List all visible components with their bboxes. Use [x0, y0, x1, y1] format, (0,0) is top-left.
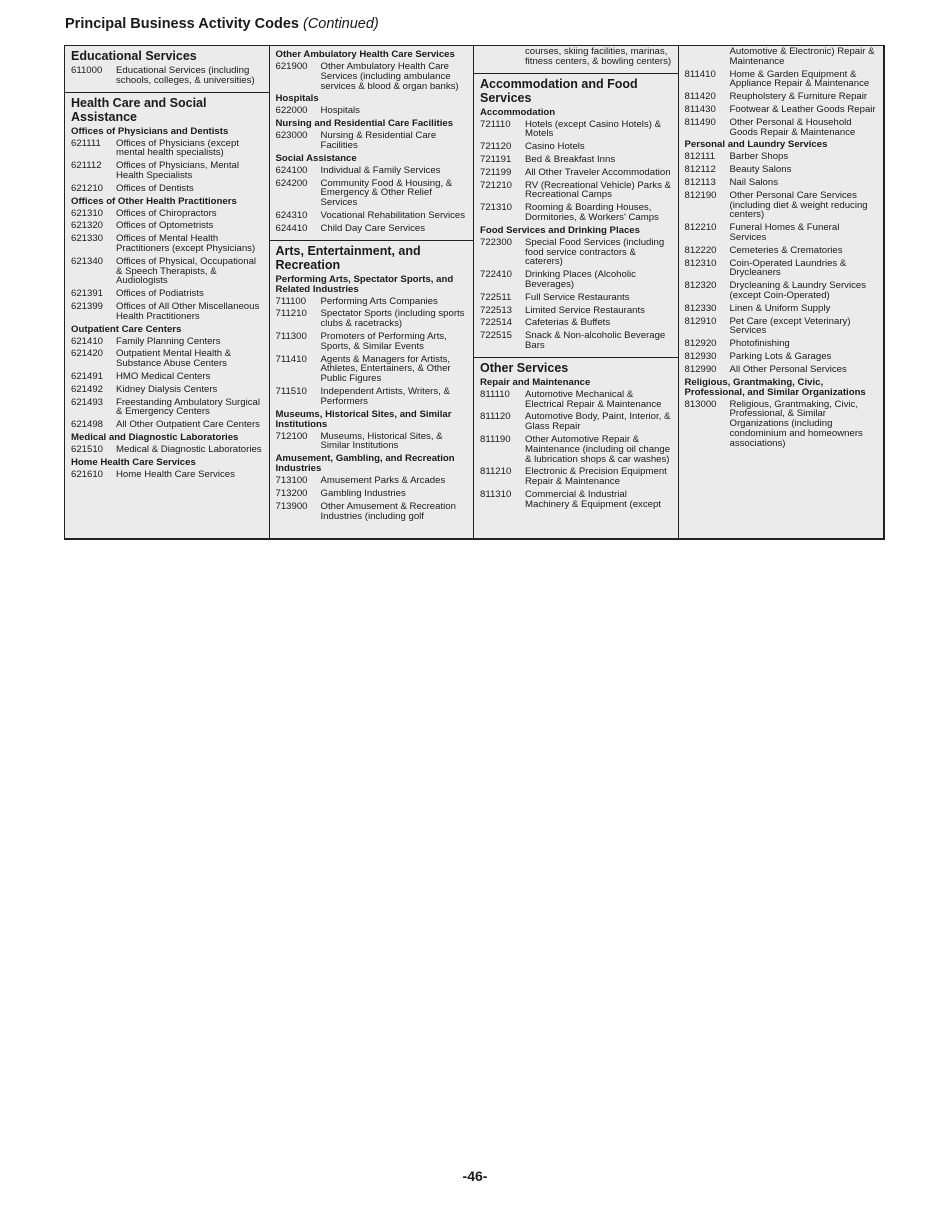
- activity-description: Offices of Chiropractors: [116, 207, 217, 219]
- code-entry: [685, 339, 878, 349]
- code-entry: [276, 179, 468, 208]
- code-entry: [480, 435, 672, 464]
- code-entry: [685, 70, 878, 90]
- activity-code: 722300: [480, 236, 513, 248]
- subsection-title: Repair and Maintenance: [480, 376, 591, 388]
- code-entry: [276, 489, 468, 499]
- activity-description: Independent Artists, Writers, & Performers: [320, 385, 450, 407]
- code-entry: [276, 309, 468, 329]
- activity-code: 713900: [275, 500, 308, 512]
- activity-code: 811430: [684, 103, 716, 115]
- code-entry: [71, 337, 263, 347]
- subsection-title: Museums, Historical Sites, and Similar Institutions: [275, 408, 452, 430]
- activity-code: 722514: [480, 317, 513, 329]
- activity-code: 812220: [684, 244, 717, 256]
- activity-description: Outpatient Mental Health & Substance Abuse Centers: [116, 348, 232, 370]
- activity-description: Museums, Historical Sites, & Similar Institutions: [320, 430, 443, 452]
- subsection-title: Religious, Grantmaking, Civic, Professional, and Similar Organizations: [684, 376, 866, 398]
- code-entry: [71, 209, 263, 219]
- subsection-title: Accommodation: [480, 106, 556, 118]
- activity-code: 812210: [684, 222, 717, 234]
- activity-description: Vocational Rehabilitation Services: [320, 209, 466, 221]
- activity-code: 621492: [71, 383, 104, 395]
- activity-code: 812111: [684, 151, 716, 163]
- activity-description: Offices of Podiatrists: [116, 288, 204, 300]
- code-entry: [71, 221, 263, 231]
- activity-code: 722410: [480, 269, 513, 281]
- activity-code: 721191: [480, 153, 512, 165]
- code-entry: [480, 155, 672, 165]
- activity-description: Beauty Salons: [729, 164, 792, 176]
- activity-description: Footwear & Leather Goods Repair: [729, 103, 876, 115]
- activity-code: 721310: [480, 202, 513, 214]
- code-entry: [71, 398, 263, 418]
- activity-description: Amusement Parks & Arcades: [320, 475, 446, 487]
- subsection-title: Nursing and Residential Care Facilities: [275, 118, 454, 130]
- code-entry: [276, 106, 468, 116]
- code-entry: [685, 365, 878, 375]
- activity-code: [685, 47, 730, 67]
- code-entry: [685, 118, 878, 138]
- activity-description: Spectator Sports (including sports clubs & racetracks): [320, 308, 465, 330]
- activity-description: Freestanding Ambulatory Surgical & Emergency Centers: [116, 396, 260, 418]
- activity-description: Linen & Uniform Supply: [729, 302, 831, 314]
- subsection-title: Medical and Diagnostic Laboratories: [71, 431, 239, 443]
- activity-code: 812910: [684, 315, 717, 327]
- section-title: Accommodation and Food Services: [480, 76, 638, 105]
- activity-description: Offices of Optometrists: [116, 220, 214, 232]
- code-entry: [480, 390, 672, 410]
- activity-code: 811190: [480, 433, 511, 445]
- activity-code: 621112: [71, 160, 102, 172]
- code-entry: [276, 131, 468, 151]
- code-entry: [685, 304, 878, 314]
- activity-code: 812990: [684, 363, 717, 375]
- activity-description: Parking Lots & Garages: [729, 350, 832, 362]
- activity-code: 624100: [275, 164, 308, 176]
- activity-description: Gambling Industries: [320, 487, 406, 499]
- activity-description: Religious, Grantmaking, Civic, Professional, & Similar Organizations (including condominium and homeowners associations): [729, 398, 863, 449]
- table-column: [270, 46, 475, 538]
- code-entry: [276, 355, 468, 384]
- section-title: Arts, Entertainment, and Recreation: [275, 243, 421, 272]
- activity-description: Bed & Breakfast Inns: [525, 153, 616, 165]
- code-entry: [685, 281, 878, 301]
- activity-description: Offices of Physicians (except mental health specialists): [116, 137, 239, 159]
- activity-description: Special Food Services (including food service contractors & caterers): [525, 236, 665, 268]
- industry-section: [474, 357, 678, 516]
- activity-code: 712100: [275, 430, 308, 442]
- activity-code: 623000: [275, 130, 308, 142]
- code-entry: [276, 387, 468, 407]
- code-entry: [480, 306, 672, 316]
- activity-code: 812112: [684, 164, 716, 176]
- activity-description: Limited Service Restaurants: [525, 304, 645, 316]
- code-entry: [685, 152, 878, 162]
- subsection-title: Offices of Physicians and Dentists: [71, 125, 229, 137]
- code-entry: [685, 191, 878, 220]
- code-entry: [480, 203, 672, 223]
- activity-code: 622000: [275, 105, 308, 117]
- code-entry: [71, 302, 263, 322]
- activity-code: 611000: [71, 65, 103, 76]
- subsection-title: Home Health Care Services: [71, 456, 196, 468]
- code-entry: [276, 297, 468, 307]
- activity-description: Other Personal Care Services (including diet & weight reducing centers): [729, 189, 868, 221]
- activity-code: 812930: [684, 350, 717, 362]
- activity-description: Offices of Mental Health Practitioners (except Physicians): [116, 233, 256, 254]
- activity-code: 721120: [480, 141, 512, 153]
- industry-section: [270, 46, 474, 240]
- activity-code: 621610: [71, 468, 104, 480]
- subsection-title: Food Services and Drinking Places: [480, 224, 640, 236]
- activity-code: 621900: [275, 61, 308, 72]
- activity-code: 811210: [480, 466, 512, 478]
- activity-description: Family Planning Centers: [116, 335, 221, 347]
- subsection-title: Personal and Laundry Services: [684, 139, 828, 151]
- activity-code: 621111: [71, 137, 101, 149]
- activity-description: Other Personal & Household Goods Repair & Maintenance: [729, 116, 856, 138]
- code-entry: [276, 166, 468, 176]
- activity-description: Child Day Care Services: [320, 222, 426, 234]
- activity-code: 621399: [71, 300, 104, 312]
- activity-code: 721199: [480, 166, 512, 178]
- activity-description: All Other Outpatient Care Centers: [116, 419, 260, 431]
- activity-description: Funeral Homes & Funeral Services: [729, 222, 840, 243]
- activity-code: 721110: [480, 118, 511, 130]
- activity-code: 811420: [684, 91, 716, 103]
- activity-code: 621498: [71, 419, 104, 431]
- code-entry: [685, 352, 878, 362]
- subsection-title: Amusement, Gambling, and Recreation Industries: [275, 453, 455, 475]
- page-title-text: Principal Business Activity Codes: [65, 16, 299, 32]
- activity-code: 721210: [480, 179, 513, 191]
- code-entry: [71, 66, 263, 86]
- section-title: Educational Services: [71, 49, 197, 63]
- activity-description: Other Amusement & Recreation Industries (including golf: [320, 500, 456, 522]
- code-entry: [71, 349, 263, 369]
- activity-code: 624310: [275, 209, 308, 221]
- code-entry: [276, 476, 468, 486]
- industry-section: [474, 46, 678, 73]
- activity-description: Offices of All Other Miscellaneous Health Practitioners: [116, 300, 260, 322]
- activity-code: 713100: [275, 475, 308, 487]
- activity-code: 813000: [684, 398, 717, 410]
- code-entry: [480, 142, 672, 152]
- activity-code: 711300: [275, 330, 307, 342]
- activity-code: 621420: [71, 348, 104, 360]
- activity-description: Pet Care (except Veterinary) Services: [729, 315, 851, 337]
- activity-code: 621210: [71, 182, 104, 194]
- code-entry: [71, 470, 263, 480]
- activity-description: Community Food & Housing, & Emergency & Other Relief Services: [320, 177, 453, 209]
- continued-label: (Continued): [303, 16, 379, 32]
- activity-code: 811310: [480, 488, 512, 500]
- code-entry: [480, 412, 672, 432]
- activity-description: Cemeteries & Crematories: [729, 244, 843, 256]
- activity-description: Automotive Mechanical & Electrical Repair & Maintenance: [525, 388, 662, 410]
- activity-description: Kidney Dialysis Centers: [116, 383, 218, 395]
- activity-code: 621491: [71, 370, 104, 382]
- code-entry: [71, 385, 263, 395]
- activity-code: 812330: [684, 302, 717, 314]
- activity-code: 621391: [71, 288, 104, 300]
- code-entry: [685, 259, 878, 279]
- activity-code: 812190: [684, 189, 717, 201]
- activity-description: Barber Shops: [729, 151, 789, 163]
- activity-description: All Other Personal Services: [729, 363, 847, 375]
- code-entry: [480, 270, 672, 290]
- subsection-title: Performing Arts, Spectator Sports, and Related Industries: [275, 273, 454, 295]
- activity-code: 811410: [684, 68, 716, 80]
- activity-code: 711100: [275, 295, 307, 307]
- activity-code: 621310: [71, 207, 104, 219]
- activity-description: RV (Recreational Vehicle) Parks & Recreational Camps: [525, 179, 671, 201]
- activity-description: Medical & Diagnostic Laboratories: [116, 443, 262, 455]
- code-entry: [71, 257, 263, 286]
- code-entry: [71, 445, 263, 455]
- code-entry: [71, 289, 263, 299]
- subsection-title: Social Assistance: [275, 152, 357, 164]
- activity-description: Hotels (except Casino Hotels) & Motels: [525, 118, 661, 140]
- activity-description: Offices of Physical, Occupational & Speech Therapists, & Audiologists: [116, 255, 257, 287]
- activity-description: Promoters of Performing Arts, Sports, & Similar Events: [320, 330, 447, 352]
- activity-description: Performing Arts Companies: [320, 295, 438, 307]
- activity-code: 711210: [275, 308, 307, 320]
- code-entry: [685, 246, 878, 256]
- activity-code: 722511: [480, 291, 512, 303]
- table-column: [679, 46, 884, 538]
- activity-code: 621320: [71, 220, 104, 232]
- industry-section: [474, 73, 678, 357]
- activity-codes-table: [64, 45, 885, 540]
- activity-code: 624200: [275, 177, 308, 189]
- subsection-title: Other Ambulatory Health Care Services: [275, 49, 455, 60]
- code-entry: [71, 184, 263, 194]
- activity-description: Full Service Restaurants: [525, 291, 630, 303]
- code-entry: [480, 490, 672, 510]
- industry-section: [65, 46, 269, 92]
- activity-code: 713200: [275, 487, 308, 499]
- table-column: [474, 46, 679, 538]
- activity-description: Photofinishing: [729, 338, 790, 350]
- activity-description: Home Health Care Services: [116, 468, 235, 480]
- subsection-title: Outpatient Care Centers: [71, 323, 182, 335]
- activity-description: Individual & Family Services: [320, 164, 441, 176]
- activity-description: Offices of Dentists: [116, 182, 194, 194]
- activity-code: 811490: [684, 116, 716, 128]
- code-entry: [276, 62, 468, 91]
- code-entry: [480, 467, 672, 487]
- code-entry: [480, 293, 672, 303]
- code-entry: [685, 165, 878, 175]
- activity-description: Agents & Managers for Artists, Athletes, Entertainers, & Other Public Figures: [320, 353, 451, 385]
- section-title: Other Services: [480, 360, 569, 375]
- code-entry: [480, 331, 672, 351]
- code-entry: [685, 223, 878, 243]
- activity-code: 711410: [275, 353, 307, 365]
- code-entry: [480, 238, 672, 267]
- activity-description: Hospitals: [320, 105, 360, 117]
- subsection-title: Hospitals: [275, 93, 319, 105]
- code-entry: [685, 105, 878, 115]
- activity-code: 621340: [71, 255, 104, 267]
- activity-description: courses, skiing facilities, marinas, fitness centers, & bowling centers): [525, 46, 672, 67]
- code-entry: [685, 178, 878, 188]
- activity-code: 711510: [275, 385, 307, 397]
- activity-code: 812320: [684, 280, 717, 292]
- activity-code: 621410: [71, 335, 104, 347]
- activity-description: Educational Services (including schools, colleges, & universities): [116, 65, 255, 86]
- activity-description: Casino Hotels: [525, 141, 585, 153]
- activity-description: Snack & Non-alcoholic Beverage Bars: [525, 330, 666, 351]
- code-entry: [685, 47, 878, 67]
- industry-section: [270, 240, 474, 528]
- industry-section: [65, 92, 269, 486]
- activity-code: 621493: [71, 396, 104, 408]
- activity-code: 621510: [71, 443, 104, 455]
- activity-description: Home & Garden Equipment & Appliance Repair & Maintenance: [729, 68, 870, 90]
- activity-description: Offices of Physicians, Mental Health Specialists: [116, 160, 239, 181]
- activity-description: Other Ambulatory Health Care Services (including ambulance services & blood & organ banks): [320, 61, 459, 92]
- activity-code: 812920: [684, 338, 717, 350]
- activity-description: Commercial & Industrial Machinery & Equipment (except: [525, 488, 661, 510]
- code-entry: [480, 181, 672, 201]
- code-entry: [71, 372, 263, 382]
- code-entry: [71, 161, 263, 181]
- code-entry: [71, 234, 263, 254]
- activity-description: Electronic & Precision Equipment Repair & Maintenance: [525, 466, 667, 488]
- code-entry: [71, 139, 263, 159]
- activity-code: 722515: [480, 330, 513, 342]
- code-entry: [685, 400, 878, 449]
- activity-code: 812310: [684, 257, 717, 269]
- code-entry: [685, 317, 878, 337]
- activity-description: Coin-Operated Laundries & Drycleaners: [729, 257, 847, 279]
- code-entry: [71, 420, 263, 430]
- activity-description: HMO Medical Centers: [116, 370, 211, 382]
- activity-code: 621330: [71, 233, 104, 245]
- page-title: [65, 16, 379, 32]
- activity-description: Other Automotive Repair & Maintenance (including oil change & lubrication shops & car washes): [525, 433, 671, 465]
- activity-description: Drycleaning & Laundry Services (except Coin-Operated): [729, 280, 867, 301]
- table-column: [65, 46, 270, 538]
- page-number: -46-: [462, 1168, 488, 1184]
- activity-code: 811110: [480, 388, 510, 400]
- activity-code: [480, 47, 525, 67]
- code-entry: [276, 432, 468, 452]
- activity-description: Drinking Places (Alcoholic Beverages): [525, 269, 636, 290]
- code-entry: [276, 332, 468, 352]
- activity-code: 624410: [275, 222, 308, 234]
- activity-description: Nursing & Residential Care Facilities: [320, 130, 437, 151]
- activity-description: Automotive & Electronic) Repair & Maintenance: [729, 46, 875, 67]
- activity-description: Rooming & Boarding Houses, Dormitories, & Workers' Camps: [525, 202, 659, 223]
- code-entry: [480, 47, 672, 67]
- code-entry: [480, 168, 672, 178]
- code-entry: [276, 211, 468, 221]
- activity-code: 722513: [480, 304, 513, 316]
- activity-code: 812113: [684, 176, 716, 188]
- code-entry: [480, 120, 672, 140]
- section-title: Health Care and Social Assistance: [71, 95, 207, 124]
- code-entry: [276, 502, 468, 522]
- activity-description: Reupholstery & Furniture Repair: [729, 91, 868, 103]
- activity-description: Cafeterias & Buffets: [525, 317, 611, 329]
- code-entry: [276, 224, 468, 234]
- activity-description: Automotive Body, Paint, Interior, & Glass Repair: [525, 411, 671, 433]
- code-entry: [480, 318, 672, 328]
- activity-description: Nail Salons: [729, 176, 779, 188]
- subsection-title: Offices of Other Health Practitioners: [71, 195, 237, 207]
- activity-code: 811120: [480, 411, 511, 423]
- code-entry: [685, 92, 878, 102]
- activity-description: All Other Traveler Accommodation: [525, 166, 671, 178]
- industry-section: [679, 46, 884, 455]
